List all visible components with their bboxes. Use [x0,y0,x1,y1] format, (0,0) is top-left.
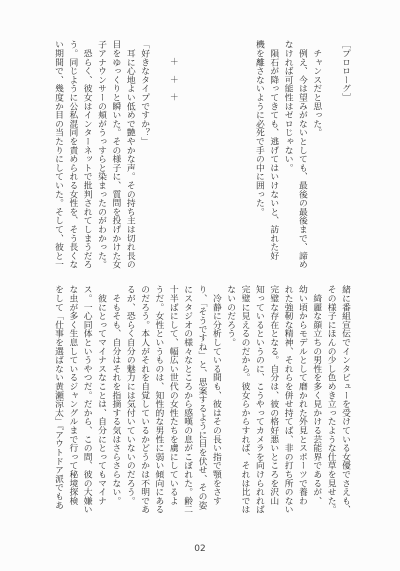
chapter-heading: ［プロローグ］ [340,40,350,102]
text-line: るが、恐らく自分の魅力には気付いていないのだろう。 [124,285,135,505]
text-line: をして「仕事を選ばない黄瀬涼太」『アウトドア派でもあ [53,285,63,510]
text-line: ス。一心同体というやつだ。だから、この間、彼の大嫌い [81,285,92,514]
text-line: 彼にとってマイナスなことは、自分にとってもマイナ [96,285,107,505]
text-line: うだ。女性というものは、知性的な男性に弱い傾向にある [153,285,164,514]
text-line: り、「そうですね」と、思案するように目を伏せ、その姿 [196,285,207,510]
text-line: 例え、今は望みがないとしても、最後の最後まで、諦め [296,40,307,269]
text-line: そもそも、自分はそれを指摘する気はさらさらない。 [110,285,121,505]
text-line: 完璧に見えるのだから。彼女らからすれば、それは比では [239,285,250,514]
text-line: 隕石が降ってきても、逃げてはいけないと、訪れた好 [268,40,279,260]
text-line: 「好きなタイプですか？」 [139,40,150,146]
text-line: 子アナウンサーの頬がうっすらと染まったのがわかった。 [96,40,107,269]
text-line: 幼い頃からモデルとして磨かれた外見とスポーツで養わ [296,285,307,505]
text-line: なければ可能性はゼロじゃない。 [282,40,293,172]
text-line: い期間で、幾度か目の当たりにしていた。そして、彼と一 [53,40,63,269]
text-line: 綺麗な顔立ちの男性を多く見かける芸能界であるが、 [311,285,322,505]
scene-break: ＋ ＋ ＋ [167,57,178,101]
text-line: 恐らく、彼女はインターネットで批判されてしまうだろ [81,40,92,269]
page-number: 02 [194,544,206,554]
text-line: チャンスだと思った。 [311,40,322,137]
text-line: 完璧な存在となる。自分は、彼の格好悪いところを沢山 [268,285,279,505]
text-line: 耳に心地よい低めで艶やかな声。その持ち主は切れ長の [124,40,135,269]
text-line: 機を離さないように必死で手の中に囲った。 [253,40,264,216]
text-line: な虫が多く生息しているジャングルまで行って秘境探検 [67,285,78,505]
text-line: 冷静に分析している間も、彼はその長い指で顎をさす [210,285,221,505]
upper-text-block [0,40,400,272]
text-line: のだろう。本人がそれを自覚しているかどうかは不明であ [139,285,150,514]
text-line: その様子にほんの少し色めき立ったような仕草を見せた。 [325,285,336,514]
text-line: う。同じように公私混同を責められる女性を、そう長くな [67,40,78,269]
text-line: 十半ばにして、幅広い世代の女性たちを虜にしているよ [167,285,178,505]
text-line: にスタジオの様々なところから感嘆の息がこぼれた。齢二 [182,285,193,514]
text-line: ないのだろう。 [225,285,236,347]
text-line: 知っているというのに、こうやってカメラを向けられれば [253,285,264,514]
lower-text-block [0,285,400,517]
text-line: 目をゆっくりと瞬いた。その様子に、質問を投げかけた女 [110,40,121,269]
text-line: れた強靭な精神、それらを併せ持てば、非の打ち所のない [282,285,293,514]
text-line: 緒に番組宣伝でインタビューを受けている女優でさえも、 [340,285,350,514]
